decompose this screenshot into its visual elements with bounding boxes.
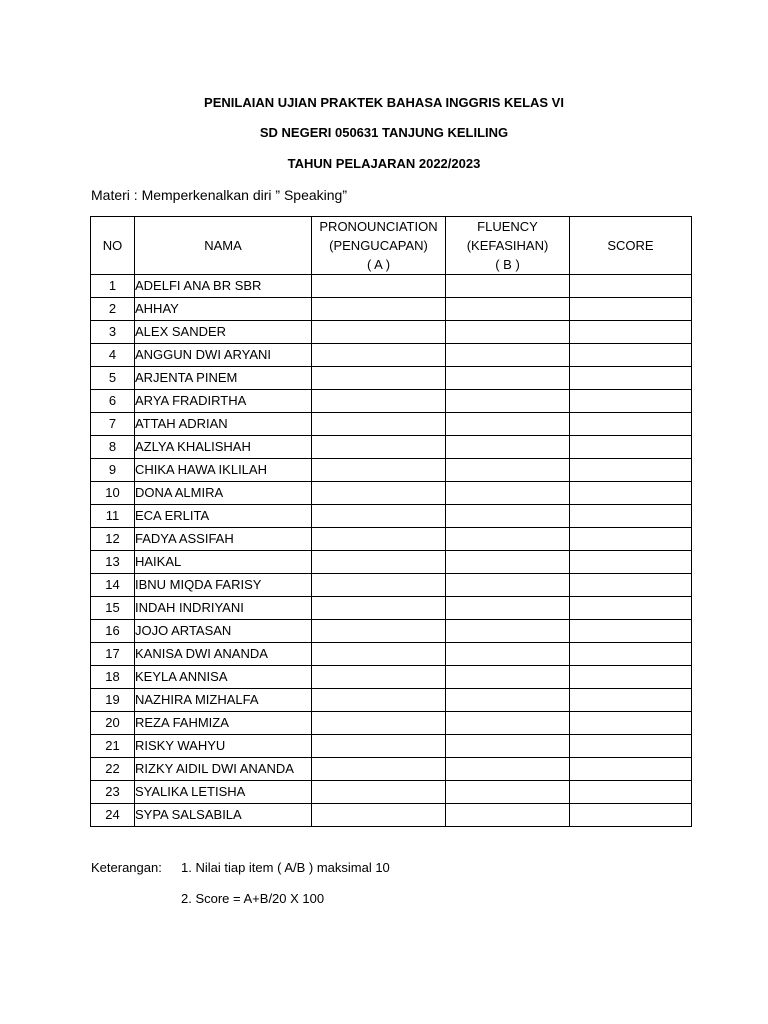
student-name-cell: DONA ALMIRA [135, 482, 312, 505]
row-number-cell: 15 [91, 597, 135, 620]
notes-item-1: 1. Nilai tiap item ( A/B ) maksimal 10 [181, 860, 390, 875]
student-name-cell: HAIKAL [135, 551, 312, 574]
table-row [91, 712, 692, 735]
row-number-cell: 20 [91, 712, 135, 735]
pronunciation-score-cell [312, 781, 446, 804]
pronunciation-score-cell [312, 298, 446, 321]
total-score-cell [570, 551, 692, 574]
fluency-score-cell [446, 551, 570, 574]
notes-line-2 [91, 891, 324, 906]
student-name-cell: ANGGUN DWI ARYANI [135, 344, 312, 367]
table-row [91, 781, 692, 804]
fluency-score-cell [446, 781, 570, 804]
row-number-cell: 11 [91, 505, 135, 528]
pronunciation-score-cell [312, 321, 446, 344]
document-title: PENILAIAN UJIAN PRAKTEK BAHASA INGGRIS KELAS VI [204, 95, 564, 110]
pronunciation-score-cell [312, 666, 446, 689]
row-number-cell: 1 [91, 275, 135, 298]
student-name-cell: ADELFI ANA BR SBR [135, 275, 312, 298]
pronunciation-score-cell [312, 367, 446, 390]
notes-label: Keterangan: [91, 860, 162, 875]
table-row [91, 666, 692, 689]
student-name-cell: ECA ERLITA [135, 505, 312, 528]
table-row [91, 298, 692, 321]
table-row [91, 528, 692, 551]
student-name-cell: NAZHIRA MIZHALFA [135, 689, 312, 712]
pronunciation-score-cell [312, 344, 446, 367]
total-score-cell [570, 597, 692, 620]
total-score-cell [570, 735, 692, 758]
fluency-score-cell [446, 482, 570, 505]
table-row [91, 390, 692, 413]
student-name-cell: SYPA SALSABILA [135, 804, 312, 827]
row-number-cell: 12 [91, 528, 135, 551]
table-row [91, 551, 692, 574]
fluency-score-cell [446, 712, 570, 735]
row-number-cell: 3 [91, 321, 135, 344]
header-pronunciation-line: ( A ) [366, 257, 391, 272]
table-row [91, 643, 692, 666]
total-score-cell [570, 528, 692, 551]
student-name-cell: SYALIKA LETISHA [135, 781, 312, 804]
total-score-cell [570, 781, 692, 804]
student-name-cell: INDAH INDRIYANI [135, 597, 312, 620]
pronunciation-score-cell [312, 551, 446, 574]
row-number-cell: 6 [91, 390, 135, 413]
fluency-score-cell [446, 735, 570, 758]
header-no: NO [91, 217, 135, 275]
table-row [91, 620, 692, 643]
fluency-score-cell [446, 758, 570, 781]
pronunciation-score-cell [312, 597, 446, 620]
header-fluency-line: (KEFASIHAN) [466, 238, 549, 253]
student-name-cell: ATTAH ADRIAN [135, 413, 312, 436]
student-name-cell: AZLYA KHALISHAH [135, 436, 312, 459]
total-score-cell [570, 758, 692, 781]
total-score-cell [570, 804, 692, 827]
total-score-cell [570, 298, 692, 321]
student-name-cell: JOJO ARTASAN [135, 620, 312, 643]
row-number-cell: 5 [91, 367, 135, 390]
total-score-cell [570, 275, 692, 298]
pronunciation-score-cell [312, 758, 446, 781]
row-number-cell: 2 [91, 298, 135, 321]
fluency-score-cell [446, 275, 570, 298]
student-name-cell: FADYA ASSIFAH [135, 528, 312, 551]
pronunciation-score-cell [312, 390, 446, 413]
row-number-cell: 24 [91, 804, 135, 827]
total-score-cell [570, 344, 692, 367]
fluency-score-cell [446, 505, 570, 528]
table-row [91, 459, 692, 482]
pronunciation-score-cell [312, 712, 446, 735]
table-row [91, 436, 692, 459]
total-score-cell [570, 643, 692, 666]
table-row [91, 321, 692, 344]
table-row [91, 574, 692, 597]
total-score-cell [570, 459, 692, 482]
pronunciation-score-cell [312, 643, 446, 666]
total-score-cell [570, 574, 692, 597]
student-name-cell: ARJENTA PINEM [135, 367, 312, 390]
pronunciation-score-cell [312, 413, 446, 436]
fluency-score-cell [446, 689, 570, 712]
fluency-score-cell [446, 528, 570, 551]
row-number-cell: 16 [91, 620, 135, 643]
header-score: SCORE [570, 217, 692, 275]
total-score-cell [570, 482, 692, 505]
fluency-score-cell [446, 344, 570, 367]
row-number-cell: 21 [91, 735, 135, 758]
pronunciation-score-cell [312, 620, 446, 643]
student-name-cell: RIZKY AIDIL DWI ANANDA [135, 758, 312, 781]
materi-line: Materi : Memperkenalkan diri ” Speaking” [91, 187, 347, 203]
fluency-score-cell [446, 390, 570, 413]
row-number-cell: 13 [91, 551, 135, 574]
header-pronunciation-line: PRONOUNCIATION [319, 219, 438, 234]
header-fluency-line: ( B ) [495, 257, 520, 272]
notes-line-1 [91, 860, 390, 875]
header-fluency-line: FLUENCY [477, 219, 538, 234]
row-number-cell: 10 [91, 482, 135, 505]
student-name-cell: ALEX SANDER [135, 321, 312, 344]
fluency-score-cell [446, 321, 570, 344]
student-name-cell: RISKY WAHYU [135, 735, 312, 758]
pronunciation-score-cell [312, 459, 446, 482]
row-number-cell: 22 [91, 758, 135, 781]
header-nama: NAMA [135, 217, 312, 275]
total-score-cell [570, 505, 692, 528]
pronunciation-score-cell [312, 689, 446, 712]
fluency-score-cell [446, 298, 570, 321]
table-row [91, 804, 692, 827]
academic-year: TAHUN PELAJARAN 2022/2023 [287, 156, 481, 171]
table-row [91, 413, 692, 436]
total-score-cell [570, 367, 692, 390]
table-row [91, 344, 692, 367]
pronunciation-score-cell [312, 528, 446, 551]
school-name: SD NEGERI 050631 TANJUNG KELILING [259, 125, 509, 140]
student-name-cell: REZA FAHMIZA [135, 712, 312, 735]
fluency-score-cell [446, 643, 570, 666]
student-name-cell: IBNU MIQDA FARISY [135, 574, 312, 597]
total-score-cell [570, 689, 692, 712]
row-number-cell: 4 [91, 344, 135, 367]
fluency-score-cell [446, 367, 570, 390]
pronunciation-score-cell [312, 574, 446, 597]
row-number-cell: 7 [91, 413, 135, 436]
fluency-score-cell [446, 459, 570, 482]
total-score-cell [570, 413, 692, 436]
student-name-cell: ARYA FRADIRTHA [135, 390, 312, 413]
pronunciation-score-cell [312, 735, 446, 758]
header-fluency [446, 217, 570, 275]
total-score-cell [570, 390, 692, 413]
score-table [90, 216, 692, 827]
student-name-cell: KEYLA ANNISA [135, 666, 312, 689]
pronunciation-score-cell [312, 436, 446, 459]
table-row [91, 597, 692, 620]
fluency-score-cell [446, 597, 570, 620]
fluency-score-cell [446, 666, 570, 689]
header-pronunciation [312, 217, 446, 275]
notes-item-2: 2. Score = A+B/20 X 100 [181, 891, 325, 906]
fluency-score-cell [446, 620, 570, 643]
header-pronunciation-line: (PENGUCAPAN) [329, 238, 428, 253]
table-header-row [91, 217, 692, 275]
table-row [91, 482, 692, 505]
total-score-cell [570, 321, 692, 344]
student-name-cell: KANISA DWI ANANDA [135, 643, 312, 666]
row-number-cell: 18 [91, 666, 135, 689]
fluency-score-cell [446, 804, 570, 827]
table-row [91, 735, 692, 758]
student-name-cell: AHHAY [135, 298, 312, 321]
pronunciation-score-cell [312, 482, 446, 505]
row-number-cell: 23 [91, 781, 135, 804]
fluency-score-cell [446, 574, 570, 597]
pronunciation-score-cell [312, 804, 446, 827]
total-score-cell [570, 666, 692, 689]
row-number-cell: 8 [91, 436, 135, 459]
pronunciation-score-cell [312, 505, 446, 528]
pronunciation-score-cell [312, 275, 446, 298]
table-row [91, 505, 692, 528]
total-score-cell [570, 620, 692, 643]
row-number-cell: 19 [91, 689, 135, 712]
table-row [91, 689, 692, 712]
table-row [91, 758, 692, 781]
row-number-cell: 9 [91, 459, 135, 482]
fluency-score-cell [446, 436, 570, 459]
row-number-cell: 17 [91, 643, 135, 666]
total-score-cell [570, 712, 692, 735]
table-row [91, 367, 692, 390]
table-row [91, 275, 692, 298]
total-score-cell [570, 436, 692, 459]
fluency-score-cell [446, 413, 570, 436]
student-name-cell: CHIKA HAWA IKLILAH [135, 459, 312, 482]
row-number-cell: 14 [91, 574, 135, 597]
